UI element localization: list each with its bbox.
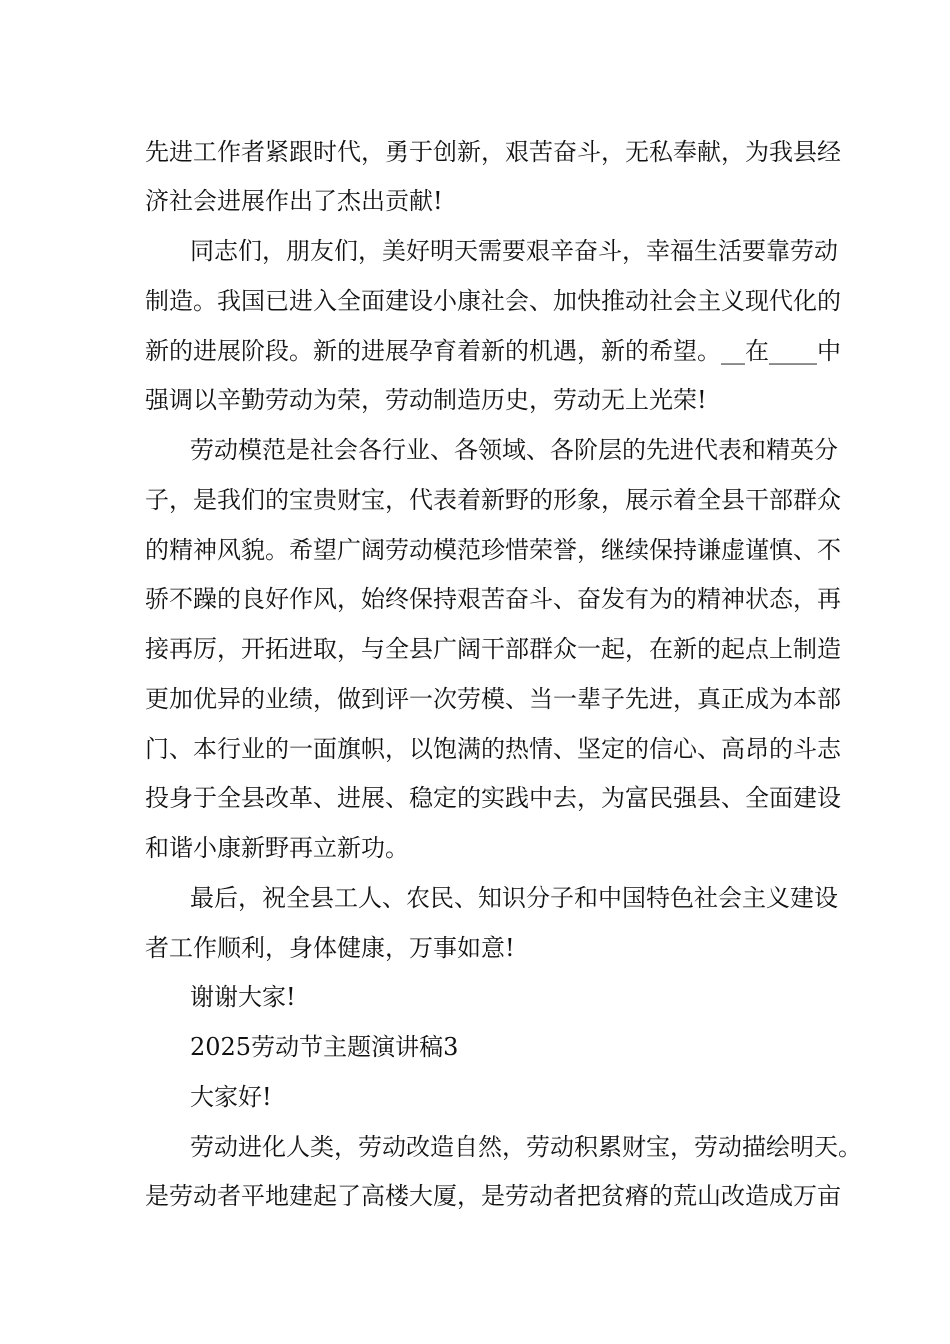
text-line: 和谐小康新野再立新功。 xyxy=(145,834,409,862)
text-line: 门、本行业的一面旗帜，以饱满的热情、坚定的信心、高昂的斗志 xyxy=(145,735,841,763)
text-line: 济社会进展作出了杰出贡献! xyxy=(145,187,443,215)
text-line: 投身于全县改革、进展、稳定的实践中去，为富民强县、全面建设 xyxy=(145,784,841,812)
text-line: 骄不躁的良好作风，始终保持艰苦奋斗、奋发有为的精神状态，再 xyxy=(145,585,841,613)
text-line: 劳动模范是社会各行业、各领域、各阶层的先进代表和精英分 xyxy=(190,436,838,464)
text-line: 的精神风貌。希望广阔劳动模范珍惜荣誉，继续保持谦虚谨慎、不 xyxy=(145,536,841,564)
text-line: 谢谢大家! xyxy=(190,983,296,1011)
section-heading: 2025劳动节主题演讲稿3 xyxy=(190,1033,459,1061)
text-line: 劳动进化人类，劳动改造自然，劳动积累财宝，劳动描绘明天。 xyxy=(190,1133,862,1161)
text-line: 最后，祝全县工人、农民、知识分子和中国特色社会主义建设 xyxy=(190,884,838,912)
text-line: 大家好! xyxy=(190,1083,272,1111)
text-line: 子，是我们的宝贵财宝，代表着新野的形象，展示着全县干部群众 xyxy=(145,486,841,514)
text-line: 接再厉，开拓进取，与全县广阔干部群众一起，在新的起点上制造 xyxy=(145,635,841,663)
text-line: 先进工作者紧跟时代，勇于创新，艰苦奋斗，无私奉献，为我县经 xyxy=(145,138,841,166)
text-line: 是劳动者平地建起了高楼大厦，是劳动者把贫瘠的荒山改造成万亩 xyxy=(145,1182,841,1210)
text-line: 者工作顺利，身体健康，万事如意! xyxy=(145,934,515,962)
text-line: 新的进展阶段。新的进展孕育着新的机遇，新的希望。__在____中 xyxy=(145,337,841,365)
text-line: 同志们，朋友们，美好明天需要艰辛奋斗，幸福生活要靠劳动 xyxy=(190,237,838,265)
text-line: 制造。我国已进入全面建设小康社会、加快推动社会主义现代化的 xyxy=(145,287,841,315)
text-line: 更加优异的业绩，做到评一次劳模、当一辈子先进，真正成为本部 xyxy=(145,685,841,713)
text-line: 强调以辛勤劳动为荣，劳动制造历史，劳动无上光荣! xyxy=(145,386,707,414)
